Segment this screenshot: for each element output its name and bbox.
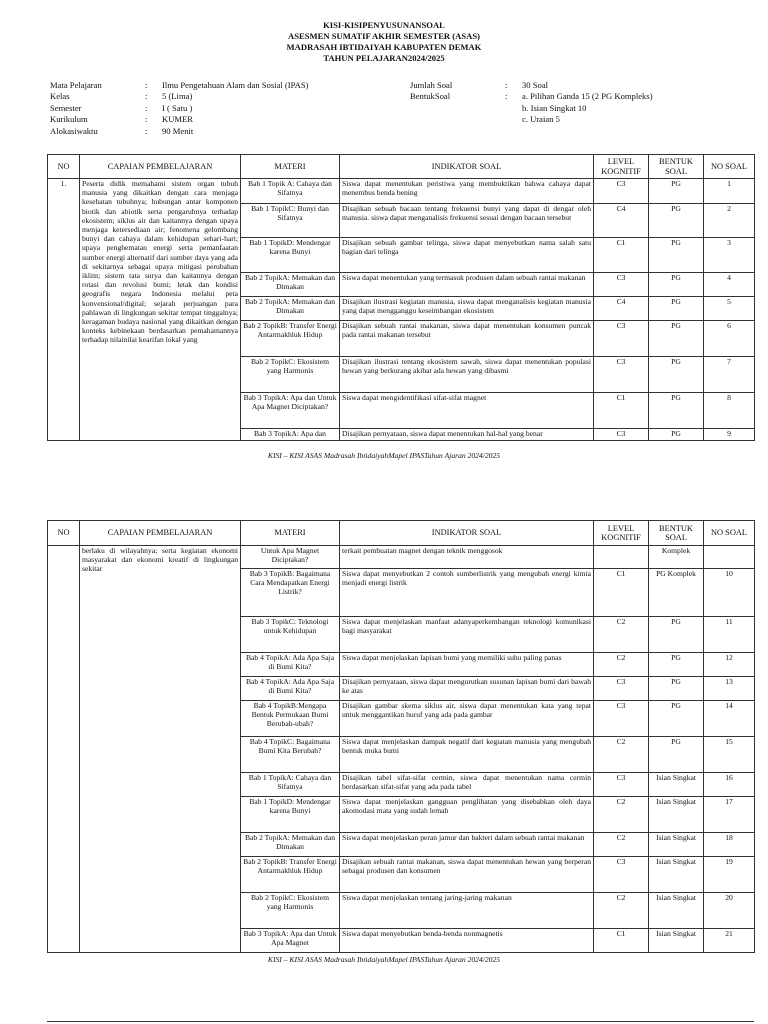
no-soal-cell: 5: [704, 297, 755, 321]
indikator-cell: terkait pembuatan magnet dengan teknik menggosok: [340, 546, 594, 569]
materi-cell: Bab 3 TopikB: Bagaimana Cara Mendapatkan Energi Listrik?: [241, 569, 340, 617]
no-soal-cell: 6: [704, 321, 755, 357]
bentuk-cell: PG: [649, 429, 704, 441]
info-value: I ( Satu ): [162, 102, 193, 113]
materi-cell: Bab 2 TopikA: Memakan dan Dimakan: [241, 273, 340, 297]
level-cell: C3: [594, 273, 649, 297]
title-line-4: TAHUN PELAJARAN2024/2025: [323, 53, 445, 63]
header-level: LEVEL KOGNITIF: [594, 155, 649, 179]
info-colon: :: [505, 91, 508, 102]
materi-cell: Bab 3 TopikA: Apa dan: [241, 429, 340, 441]
info-colon: :: [145, 102, 148, 113]
indikator-cell: Siswa dapat menjelaskan lapisan bumi yang memiliki suhu paling panas: [340, 653, 594, 677]
no-soal-cell: 14: [704, 701, 755, 737]
header-indikator: INDIKATOR SOAL: [340, 521, 594, 546]
table-row: [48, 179, 755, 204]
level-cell: C3: [594, 857, 649, 893]
materi-cell: Bab 4 TopikA: Ada Apa Saja di Bumi Kita?: [241, 653, 340, 677]
info-value: Ilmu Pengetahuan Alam dan Sosial (IPAS): [162, 80, 309, 90]
materi-cell: Bab 4 TopikB:Mengapa Bentuk Permukaan Bumi Berubah-ubah?: [241, 701, 340, 737]
level-cell: C4: [594, 204, 649, 238]
kisi-table-page-1: [47, 154, 755, 441]
info-colon: :: [505, 80, 508, 90]
header-capaian: CAPAIAN PEMBELAJARAN: [80, 155, 241, 179]
info-row-alokasi: [50, 126, 308, 137]
header-materi: MATERI: [241, 155, 340, 179]
bentuk-cell: PG: [649, 297, 704, 321]
level-cell: C3: [594, 773, 649, 797]
info-colon: :: [145, 125, 148, 136]
info-value: 30 Soal: [522, 80, 549, 90]
materi-cell: Bab 2 TopikA: Memakan dan Dimakan: [241, 297, 340, 321]
indikator-cell: Siswa dapat menjelaskan tentang jaring-jaring makanan: [340, 893, 594, 929]
materi-cell: Bab 4 TopikA: Ada Apa Saja di Bumi Kita?: [241, 677, 340, 701]
no-soal-cell: 15: [704, 737, 755, 773]
indikator-cell: Disajikan ilustrasi kegiatan manusia, siswa dapat menganalisis kegiatan manusia yang dapat mengganggu keseimbangan ekosistem: [340, 297, 594, 321]
bentuk-cell: Isian Singkat: [649, 893, 704, 929]
level-cell: C2: [594, 797, 649, 833]
materi-cell: Bab 1 Topik A: Cahaya dan Sifatnya: [241, 179, 340, 204]
bentuk-cell: PG: [649, 273, 704, 297]
no-soal-cell: 16: [704, 773, 755, 797]
no-soal-cell: 20: [704, 893, 755, 929]
bentuk-cell: Isian Singkat: [649, 773, 704, 797]
header-no: NO: [48, 155, 80, 179]
title-line-1: KISI-KISIPENYUSUNANSOAL: [323, 20, 445, 30]
no-soal-cell: 9: [704, 429, 755, 441]
level-cell: C3: [594, 179, 649, 204]
title-line-2: ASESMEN SUMATIF AKHIR SEMESTER (ASAS): [288, 31, 480, 41]
no-soal-cell: 7: [704, 357, 755, 393]
materi-cell: Bab 4 TopikC: Bagaimana Bumi Kita Berubah?: [241, 737, 340, 773]
info-left: [50, 80, 308, 137]
bentuk-cell: PG: [649, 321, 704, 357]
page-footer-caption: KISI – KISI ASAS Madrasah IbtidaiyahMapel IPASTahun Ajaran 2024/2025: [267, 451, 501, 460]
level-cell: C1: [594, 929, 649, 953]
no-soal-cell: 3: [704, 238, 755, 273]
indikator-cell: Disajikan sebuah rantai makanan, siswa dapat menentukan konsumen puncak pada rantai makanan tersebut: [340, 321, 594, 357]
info-colon: :: [145, 114, 148, 125]
kisi-table-page-2: [47, 520, 755, 953]
no-soal-cell: 11: [704, 617, 755, 653]
bentuk-cell: PG: [649, 653, 704, 677]
bentuk-cell: PG: [649, 737, 704, 773]
indikator-cell: Disajikan sebuah gambar telinga, siswa dapat menyebutkan nama salah satu bagian dari telinga: [340, 238, 594, 273]
table-row: [48, 546, 755, 569]
info-row-kurikulum: [50, 114, 308, 125]
level-cell: C2: [594, 653, 649, 677]
no-soal-cell: 1: [704, 179, 755, 204]
row-number: 1.: [48, 179, 80, 441]
table-header-row: [48, 155, 755, 179]
no-soal-cell: 18: [704, 833, 755, 857]
header-no-soal: NO SOAL: [704, 521, 755, 546]
materi-cell: Bab 3 TopikA: Apa dan Untuk Apa Magnet Diciptakan?: [241, 393, 340, 429]
info-row-kelas: [50, 91, 308, 102]
info-value: 5 (Lima): [162, 91, 193, 102]
bentuk-cell: PG: [649, 179, 704, 204]
no-soal-cell: 17: [704, 797, 755, 833]
next-page-top-rule: [47, 1021, 754, 1022]
level-cell: C3: [594, 677, 649, 701]
materi-cell: Bab 1 TopikC: Bunyi dan Sifatnya: [241, 204, 340, 238]
materi-cell: Bab 2 TopikC: Ekosistem yang Harmonis: [241, 893, 340, 929]
level-cell: [594, 546, 649, 569]
bentuk-item-c: c. Uraian 5: [522, 114, 560, 125]
level-cell: C2: [594, 617, 649, 653]
level-cell: C1: [594, 238, 649, 273]
materi-cell: Bab 1 TopikA: Cahaya dan Sifatnya: [241, 773, 340, 797]
info-label: Jumlah Soal: [410, 80, 453, 90]
info-row-jumlah: [410, 80, 653, 91]
no-soal-cell: [704, 546, 755, 569]
header-level: LEVEL KOGNITIF: [594, 521, 649, 546]
bentuk-cell: PG Komplek: [649, 569, 704, 617]
materi-cell: Bab 2 TopikB: Transfer Energi Antarmakhluk Hidup: [241, 857, 340, 893]
level-cell: C3: [594, 321, 649, 357]
indikator-cell: Siswa dapat menentukan peristiwa yang membuktikan bahwa cahaya dapat menembus benda bening: [340, 179, 594, 204]
indikator-cell: Siswa dapat menyebutkan 2 contoh sumberlistrik yang mengubah energi kimia menjadi energi listrik: [340, 569, 594, 617]
bentuk-cell: PG: [649, 701, 704, 737]
bentuk-cell: Isian Singkat: [649, 833, 704, 857]
header-bentuk: BENTUK SOAL: [649, 521, 704, 546]
level-cell: C4: [594, 297, 649, 321]
indikator-cell: Disajikan ilustrasi tentang ekosistem sawah, siswa dapat menentukan populasi hewan yang berkurang akibat ada hewan yang dibasmi: [340, 357, 594, 393]
header-materi: MATERI: [241, 521, 340, 546]
info-row-bentuk-c: [410, 114, 653, 125]
bentuk-cell: Komplek: [649, 546, 704, 569]
info-value: KUMER: [162, 114, 194, 125]
page-footer-caption: KISI – KISI ASAS Madrasah IbtidaiyahMapel IPASTahun Ajaran 2024/2025: [267, 955, 501, 964]
no-soal-cell: 4: [704, 273, 755, 297]
level-cell: C3: [594, 357, 649, 393]
materi-cell: Bab 2 TopikA: Memakan dan Dimakan: [241, 833, 340, 857]
info-value: 90 Menit: [162, 125, 194, 136]
info-colon: :: [145, 80, 148, 90]
header-bentuk: BENTUK SOAL: [649, 155, 704, 179]
materi-cell: Bab 3 TopikA: Apa dan Untuk Apa Magnet: [241, 929, 340, 953]
header-indikator: INDIKATOR SOAL: [340, 155, 594, 179]
info-colon: :: [145, 91, 148, 102]
document-title: [0, 20, 768, 64]
bentuk-cell: PG: [649, 357, 704, 393]
level-cell: C3: [594, 701, 649, 737]
indikator-cell: Siswa dapat menjelaskan manfaat adanyaperkembangan teknologi komunikasi bagi masyarakat: [340, 617, 594, 653]
capaian-pembelajaran: berlaku di wilayahnya; serta kegiatan ekonomi masyarakat dan ekonomi kreatif di lingkungan sekitar: [80, 546, 241, 953]
level-cell: C2: [594, 737, 649, 773]
info-row-mapel: [50, 80, 308, 91]
level-cell: C1: [594, 393, 649, 429]
indikator-cell: Siswa dapat mengidentifikasi sifat-sifat magnet: [340, 393, 594, 429]
info-label: BentukSoal: [410, 91, 451, 102]
info-row-semester: [50, 103, 308, 114]
level-cell: C1: [594, 569, 649, 617]
indikator-cell: Siswa dapat menjelaskan gangguan penglihatan yang disebabkan oleh daya akomodasi mata yang sudah lemah: [340, 797, 594, 833]
no-soal-cell: 19: [704, 857, 755, 893]
bentuk-cell: Isian Singkat: [649, 797, 704, 833]
level-cell: C2: [594, 893, 649, 929]
info-row-bentuk: [410, 91, 653, 102]
indikator-cell: Siswa dapat menjelaskan peran jamur dan bakteri dalam sebuah rantai makanan: [340, 833, 594, 857]
indikator-cell: Siswa dapat menentukan yang termasuk produsen dalam sebuah rantai makanan: [340, 273, 594, 297]
bentuk-cell: Isian Singkat: [649, 929, 704, 953]
table-header-row: [48, 521, 755, 546]
materi-cell: Bab 1 TopikD: Mendengar karena Bunyi: [241, 797, 340, 833]
bentuk-cell: PG: [649, 677, 704, 701]
indikator-cell: Disajikan pernyataan, siswa dapat menentukan hal-hal yang benar: [340, 429, 594, 441]
indikator-cell: Disajikan gambar skema siklus air, siswa dapat menentukan kata yang tepat untuk menggantikan huruf yang ada pada gambar: [340, 701, 594, 737]
info-label: Alokasiwaktu: [50, 125, 98, 136]
bentuk-cell: PG: [649, 393, 704, 429]
indikator-cell: Siswa dapat menyebutkan benda-benda nonmagnetis: [340, 929, 594, 953]
level-cell: C3: [594, 429, 649, 441]
bentuk-cell: Isian Singkat: [649, 857, 704, 893]
bentuk-item-b: b. Isian Singkat 10: [522, 102, 587, 113]
no-soal-cell: 12: [704, 653, 755, 677]
indikator-cell: Siswa dapat menjelaskan dampak negatif dari kegiatan manusia yang mengubah bentuk muka bumi: [340, 737, 594, 773]
row-number-continued: [48, 546, 80, 953]
no-soal-cell: 13: [704, 677, 755, 701]
level-cell: C2: [594, 833, 649, 857]
materi-cell: Bab 3 TopikC: Teknologi untuk Kehidupan: [241, 617, 340, 653]
indikator-cell: Disajikan sebuah rantai makanan, siswa dapat menentukan hewan yang berperan sebagai produsen dan konsumen: [340, 857, 594, 893]
info-label: Kurikulum: [50, 114, 88, 125]
title-line-3: MADRASAH IBTIDAIYAH KABUPATEN DEMAK: [286, 42, 482, 52]
no-soal-cell: 8: [704, 393, 755, 429]
info-label: Semester: [50, 102, 82, 113]
no-soal-cell: 2: [704, 204, 755, 238]
header-capaian: CAPAIAN PEMBELAJARAN: [80, 521, 241, 546]
materi-cell: Untuk Apa Magnet Diciptakan?: [241, 546, 340, 569]
bentuk-cell: PG: [649, 617, 704, 653]
indikator-cell: Disajikan pernyataan, siswa dapat mengurutkan susunan lapisan bumi dari bawah ke atas: [340, 677, 594, 701]
indikator-cell: Disajikan tabel sifat-sifat cermin, siswa dapat menentukan nama cermin berdasarkan sifat-sifat yang ada pada tabel: [340, 773, 594, 797]
materi-cell: Bab 2 TopikB: Transfer Energi Antarmakhluk Hidup: [241, 321, 340, 357]
materi-cell: Bab 1 TopikD: Mendengar karena Bunyi: [241, 238, 340, 273]
info-row-bentuk-b: [410, 103, 653, 114]
no-soal-cell: 10: [704, 569, 755, 617]
header-no-soal: NO SOAL: [704, 155, 755, 179]
info-right: [410, 80, 653, 126]
capaian-pembelajaran: Peserta didik memahami sistem organ tubuh manusia yang dikaitkan dengan cara menjaga kesehatan tubuhnya; hubungan antar komponen biotik dan abiotik serta pengaruhnya terhadap ekosistem; siklus air dan kaitannya dengan upaya menjaga ketersediaan air; fenomena gelombang bunyi dan cahaya dalam kehidupan sehari-hari; upaya penghematan energi serta pemanfaatan sumber energi alternatif dari sumber daya yang ada di sekitarnya sebagai upaya mitigasi perubahan iklim; sistem tata surya dan kaitannya dengan rotasi dan revolusi bumi; letak dan kondisi geografis negara Indonesia melalui peta konvensional/digital; sejarah perjuangan para pahlawan di lingkungan sekitar tempat tinggalnya; keragaman budaya nasional yang dikaitkan dengan konteks kebinekaan berdasarkan pemahamannya terhadap nilainilai kearifan lokal yang: [80, 179, 241, 441]
bentuk-cell: PG: [649, 238, 704, 273]
header-no: NO: [48, 521, 80, 546]
no-soal-cell: 21: [704, 929, 755, 953]
info-label: Mata Pelajaran: [50, 80, 102, 90]
bentuk-cell: PG: [649, 204, 704, 238]
bentuk-item-a: a. Pilihan Ganda 15 (2 PG Kompleks): [522, 91, 653, 102]
indikator-cell: Disajikan sebuah bacaan tentang frekuensi bunyi yang dapat di dengar oleh manusia. siswa dapat menganalisis frekuensi sesuai dengan bacaan tersebut: [340, 204, 594, 238]
info-label: Kelas: [50, 91, 70, 102]
materi-cell: Bab 2 TopikC: Ekosistem yang Harmonis: [241, 357, 340, 393]
